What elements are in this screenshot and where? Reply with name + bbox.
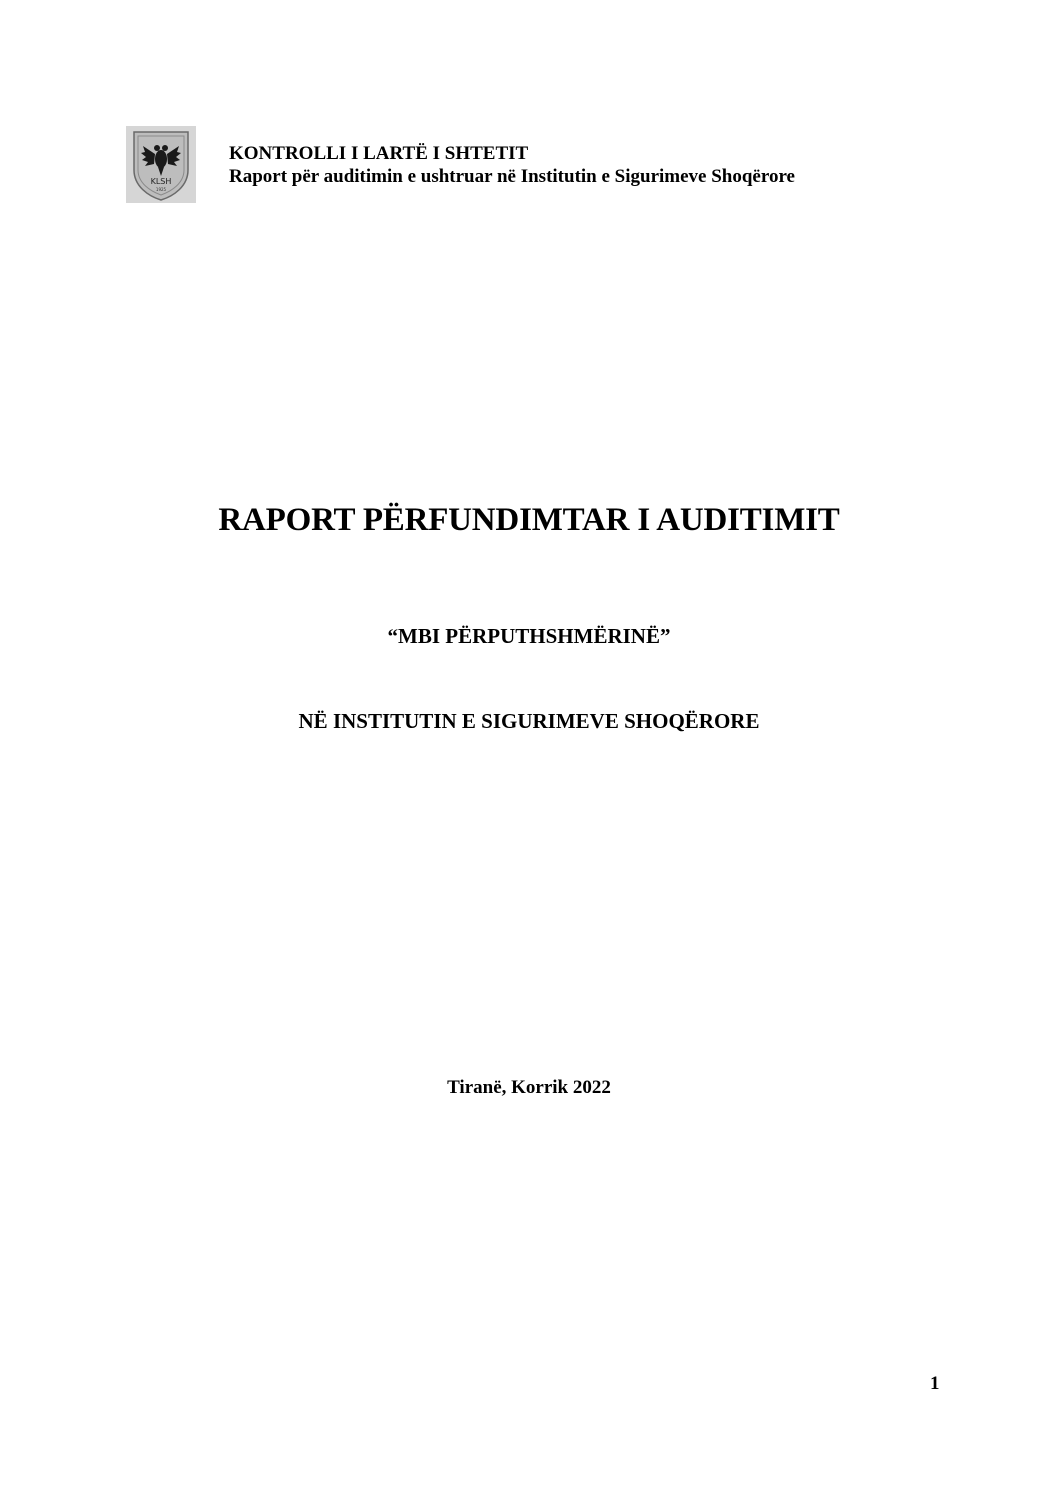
running-header bbox=[229, 142, 795, 188]
report-subject: Raport për auditimin e ushtruar në Institutin e Sigurimeve Shoqërore bbox=[229, 166, 795, 187]
svg-text:1925: 1925 bbox=[155, 187, 167, 192]
institution-name: KONTROLLI I LARTË I SHTETIT bbox=[229, 143, 529, 164]
klsh-logo bbox=[126, 126, 196, 203]
page-number: 1 bbox=[930, 1373, 940, 1394]
document-title: RAPORT PËRFUNDIMTAR I AUDITIMIT bbox=[218, 502, 840, 538]
logo-lettering: KLSH bbox=[150, 177, 172, 186]
audited-entity-subtitle: NË INSTITUTIN E SIGURIMEVE SHOQËRORE bbox=[298, 709, 760, 733]
place-and-date: Tiranë, Korrik 2022 bbox=[447, 1077, 611, 1098]
audit-type-subtitle: “MBI PËRPUTHSHMËRINË” bbox=[387, 624, 671, 648]
